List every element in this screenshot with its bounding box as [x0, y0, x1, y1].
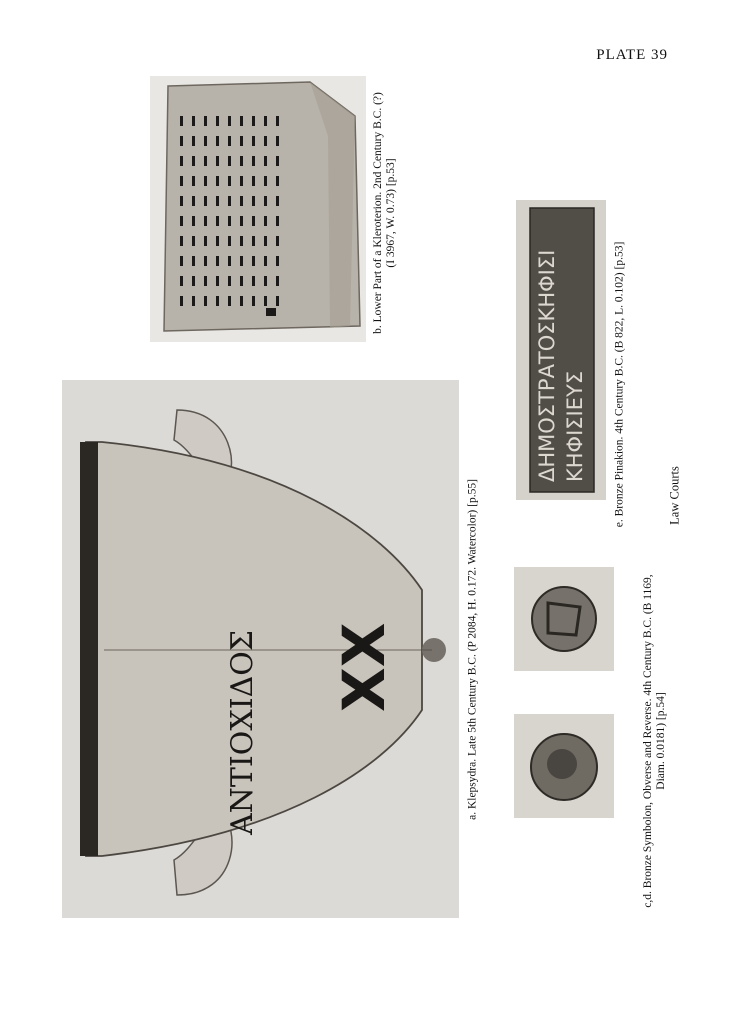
- pinakion-photo: [516, 200, 606, 500]
- symbolon-reverse-photo: [514, 567, 614, 671]
- kleroterion-photo: [150, 76, 366, 342]
- pinakion-inscription-line1: ΔΗΜΟΣΤΡΑΤΟΣΚΗΦΙΣΙ: [535, 249, 559, 482]
- caption-a-text: a. Klepsydra. Late 5th Century B.C. (P 2084, H. 0.172. Watercolor) [p.55]: [466, 479, 479, 820]
- klepsydra-photo: [62, 380, 459, 918]
- klepsydra-inscription: ΑΝΤΙΟΧΙΔΟΣ: [225, 629, 260, 835]
- pinakion-inscription-line2: ΚΗΦΙΣΙΕΥΣ: [563, 370, 587, 482]
- caption-b-line2: (I 3967, W. 0.73) [p.53]: [385, 158, 397, 268]
- symbolon-obverse-photo: [514, 714, 614, 818]
- caption-cd-line1: c,d. Bronze Symbolon, Obverse and Reverse. 4th Century B.C. (B 1169,: [642, 574, 654, 908]
- caption-a: [467, 400, 480, 900]
- caption-b: [372, 73, 398, 353]
- caption-cd: [642, 551, 668, 931]
- plate-label: PLATE 39: [596, 47, 668, 63]
- section-title: Law Courts: [667, 466, 682, 525]
- caption-cd-line2: Diam. 0.0181) [p.54]: [655, 692, 667, 790]
- caption-e-text: e. Bronze Pinakion. 4th Century B.C. (B 822, L. 0.102) [p.53]: [613, 241, 626, 528]
- klepsydra-mark: XX: [330, 622, 398, 712]
- caption-e: [614, 195, 627, 575]
- caption-b-line1: b. Lower Part of a Kleroterion. 2nd Century B.C. (?): [372, 92, 384, 334]
